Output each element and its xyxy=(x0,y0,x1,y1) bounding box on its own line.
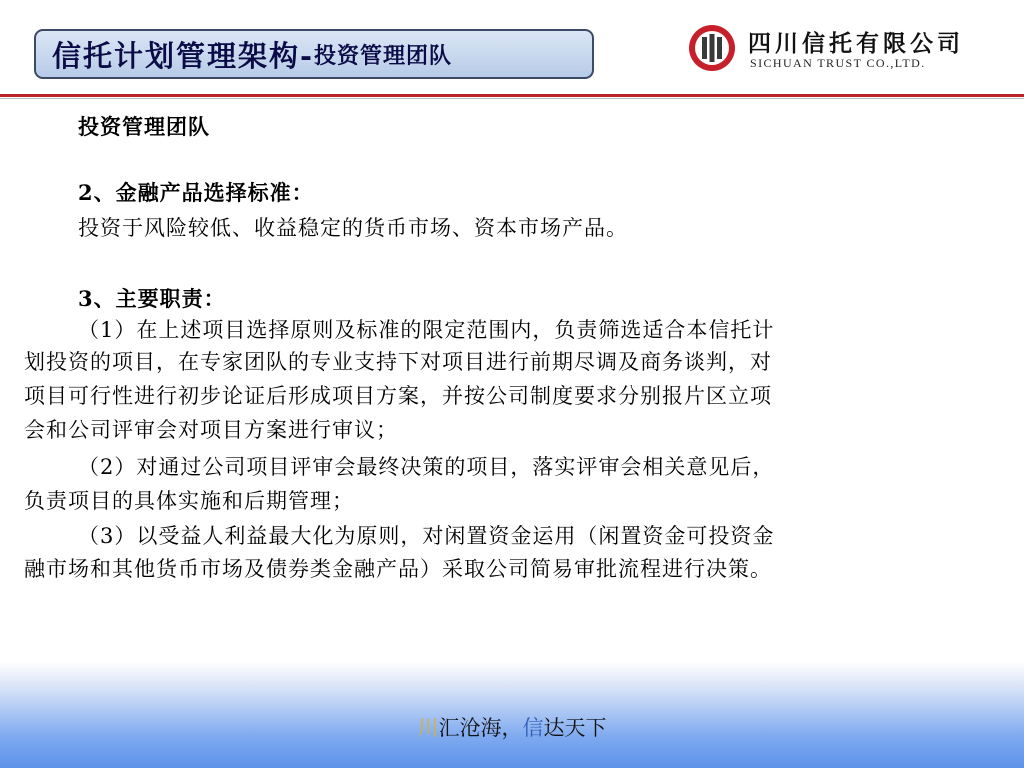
duty-line: （2）对通过公司项目评审会最终决策的项目，落实评审会相关意见后， xyxy=(78,455,775,479)
item2-heading: 2、金融产品选择标准： xyxy=(78,180,314,205)
section-title: 投资管理团队 xyxy=(78,114,210,139)
slogan-part2: 达天下 xyxy=(543,716,607,740)
item3-heading: 3、主要职责： xyxy=(78,286,226,311)
slide-title-box xyxy=(34,29,594,79)
duty-line: （1）在上述项目选择原则及标准的限定范围内，负责筛选适合本信托计 xyxy=(78,318,775,342)
slogan-char-xin: 信 xyxy=(522,716,544,740)
duty-line: （3）以受益人利益最大化为原则，对闲置资金运用（闲置资金可投资金 xyxy=(78,524,775,548)
header-divider-red xyxy=(0,94,1024,97)
item2-text: 投资于风险较低、收益稳定的货币市场、资本市场产品。 xyxy=(78,216,628,240)
duty-line: 项目可行性进行初步论证后形成项目方案，并按公司制度要求分别报片区立项 xyxy=(24,384,772,408)
slogan-part1: 汇沧海， xyxy=(438,716,523,740)
company-name-cn: 四川信托有限公司 xyxy=(748,31,964,57)
duty-line: 负责项目的具体实施和后期管理； xyxy=(24,489,354,513)
duty-line: 划投资的项目，在专家团队的专业支持下对项目进行前期尽调及商务谈判，对 xyxy=(24,350,772,374)
slogan-char-chuan: 川 xyxy=(417,716,439,740)
duty-line: 会和公司评审会对项目方案进行审议； xyxy=(24,418,398,442)
header-divider-gray xyxy=(0,98,1024,99)
company-logo xyxy=(688,24,1008,76)
duty-line: 融市场和其他货币市场及债券类金融产品）采取公司简易审批流程进行决策。 xyxy=(24,557,772,581)
company-name-en: SICHUAN TRUST CO.,LTD. xyxy=(750,56,926,70)
sichuan-trust-logo-icon xyxy=(688,24,736,72)
footer-slogan xyxy=(0,712,1024,742)
slide-title-main: 信托计划管理架构- xyxy=(52,38,315,73)
slide-title-sub: 投资管理团队 xyxy=(314,42,453,69)
